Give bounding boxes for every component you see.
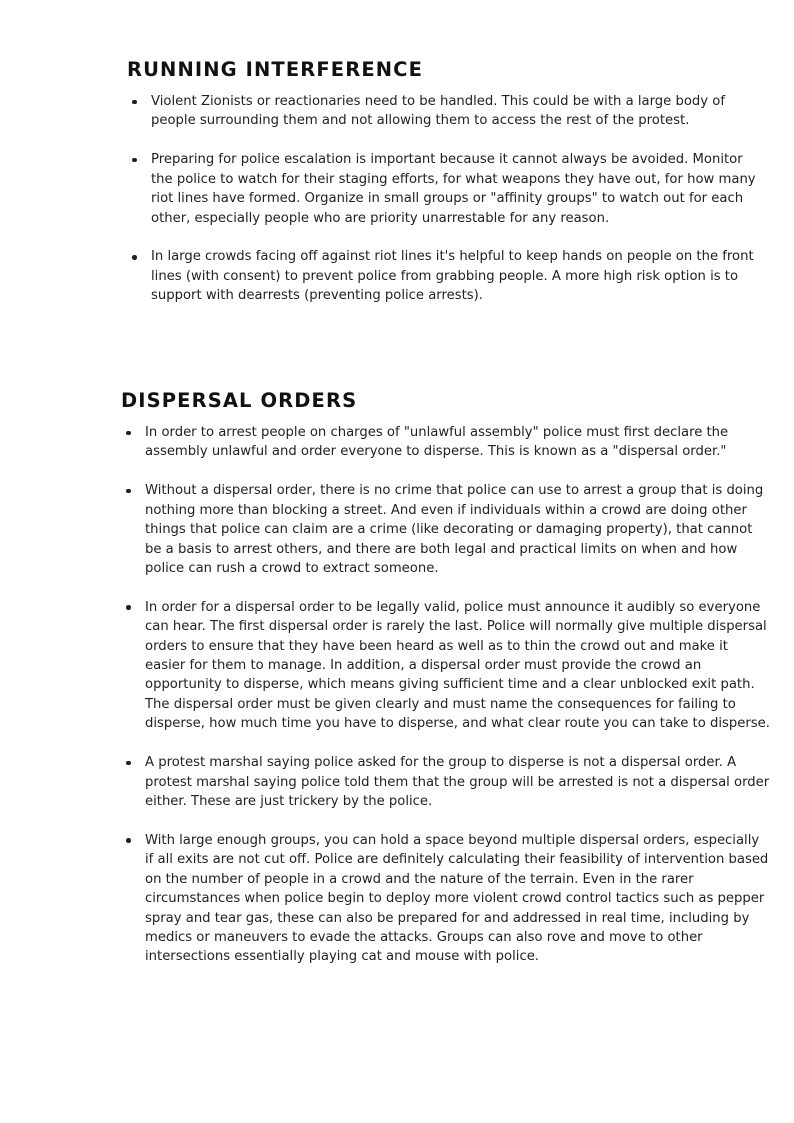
bullet-icon [126, 489, 131, 494]
list-item [121, 481, 771, 578]
bullet-icon [132, 100, 137, 105]
list-item-text: Violent Zionists or reactionaries need to be handled. This could be with a large body of people surrounding them and not allowing them to access the rest of the protest. [151, 94, 725, 129]
list-item-text: Preparing for police escalation is important because it cannot always be avoided. Monitor the police to watch for their staging efforts, for what weapons they have out, for how many riot lines have formed. Organize in small groups or "affinity groups" to watch out for each other, especially people who are priority unarrestable for any reason. [151, 152, 756, 226]
list-item [127, 150, 767, 228]
bullet-list [121, 423, 771, 967]
list-item [121, 753, 771, 811]
bullet-icon [132, 158, 137, 163]
bullet-icon [126, 431, 131, 436]
bullet-icon [132, 255, 137, 260]
bullet-list [127, 92, 767, 306]
list-item [127, 247, 767, 305]
list-item-text: In order for a dispersal order to be legally valid, police must announce it audibly so everyone can hear. The first dispersal order is rarely the last. Police will normally give multiple dispersal orders to ensure that they have been heard as well as to thin the crowd out and make it easier for them to manage. In addition, a dispersal order must provide the crowd an opportunity to disperse, which means giving sufficient time and a clear unblocked exit path. The dispersal order must be given clearly and must name the consequences for failing to disperse, how much time you have to disperse, and what clear route you can take to disperse. [145, 599, 770, 732]
bullet-icon [126, 761, 131, 766]
list-item [121, 831, 771, 967]
section-dispersal-orders [121, 389, 771, 986]
section-running-interference [127, 58, 767, 325]
list-item [121, 598, 771, 734]
list-item-text: With large enough groups, you can hold a space beyond multiple dispersal orders, especially if all exits are not cut off. Police are definitely calculating their feasibility of intervention based on the number of people in a crowd and the nature of the terrain. Even in the rarer circumstances when police begin to deploy more violent crowd control tactics such as pepper spray and tear gas, these can also be prepared for and addressed in real time, including by medics or maneuvers to evade the attacks. Groups can also rove and move to other intersections essentially playing cat and mouse with police. [145, 832, 769, 965]
list-item [127, 92, 767, 131]
bullet-icon [126, 838, 131, 843]
list-item [121, 423, 771, 462]
bullet-icon [126, 605, 131, 610]
list-item-text: In large crowds facing off against riot lines it's helpful to keep hands on people on the front lines (with consent) to prevent police from grabbing people. A more high risk option is to support with dearrests (preventing police arrests). [151, 249, 754, 304]
list-item-text: In order to arrest people on charges of "unlawful assembly" police must first declare the assembly unlawful and order everyone to disperse. This is known as a "dispersal order." [145, 425, 729, 460]
list-item-text: Without a dispersal order, there is no crime that police can use to arrest a group that is doing nothing more than blocking a street. And even if individuals within a crowd are doing other things that police can claim are a crime (like decorating or damaging property), that cannot be a basis to arrest others, and there are both legal and practical limits on when and how police can rush a crowd to extract someone. [145, 483, 764, 576]
section-heading: DISPERSAL ORDERS [121, 389, 358, 412]
list-item-text: A protest marshal saying police asked for the group to disperse is not a dispersal order. A protest marshal saying police told them that the group will be arrested is not a dispersal order either. These are just trickery by the police. [145, 755, 770, 809]
section-heading: RUNNING INTERFERENCE [127, 58, 423, 81]
